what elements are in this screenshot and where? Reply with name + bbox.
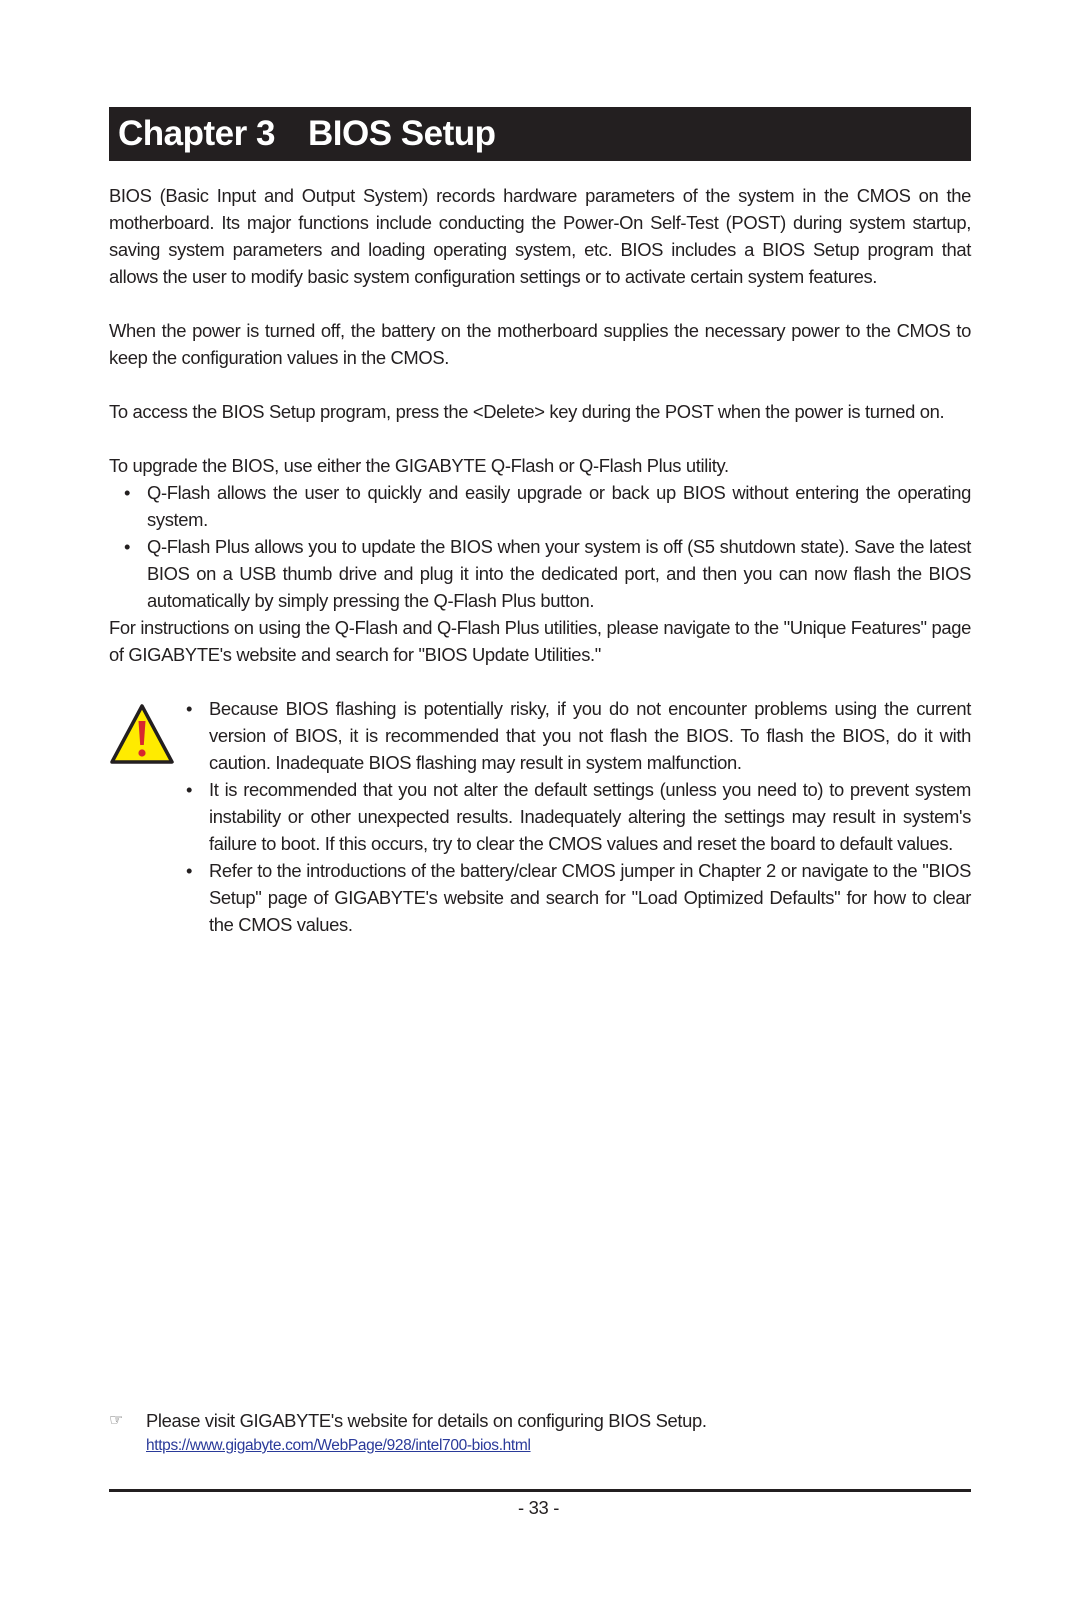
upgrade-bullet-list	[109, 479, 971, 614]
footer-divider	[109, 1489, 971, 1492]
note-block	[109, 1407, 971, 1458]
note-text: Please visit GIGABYTE's website for details on configuring BIOS Setup.	[146, 1410, 707, 1431]
instructions-paragraph: For instructions on using the Q-Flash and Q-Flash Plus utilities, please navigate to the "Unique Features" page of GIGABYTE's website and search for "BIOS Update Utilities."	[109, 617, 971, 665]
list-item: • Q-Flash allows the user to quickly and easily upgrade or back up BIOS without entering the operating system.	[109, 479, 971, 533]
list-item: • Refer to the introductions of the battery/clear CMOS jumper in Chapter 2 or navigate to the "BIOS Setup" page of GIGABYTE's website and search for "Load Optimized Defaults" for how to clear the CMOS values.	[184, 857, 971, 938]
warning-bullet-list	[184, 695, 971, 938]
pointing-hand-icon: ☞	[109, 1412, 123, 1429]
chapter-number: Chapter 3	[118, 114, 275, 153]
chapter-title: BIOS Setup	[308, 114, 496, 153]
warning-triangle-icon	[109, 703, 175, 765]
list-item: • Q-Flash Plus allows you to update the BIOS when your system is off (S5 shutdown state). Save the latest BIOS on a USB thumb drive and plug it into the dedicated port, and then you can now flash the BIOS automatically by simply pressing the Q-Flash Plus button.	[109, 533, 971, 614]
battery-paragraph: When the power is turned off, the battery on the motherboard supplies the necessary power to the CMOS to keep the configuration values in the CMOS.	[109, 320, 971, 368]
chapter-heading	[109, 107, 971, 161]
list-item: • Because BIOS flashing is potentially risky, if you do not encounter problems using the current version of BIOS, it is recommended that you not flash the BIOS. To flash the BIOS, do it with caution. Inadequate BIOS flashing may result in system malfunction.	[184, 695, 971, 776]
warning-block	[109, 695, 971, 938]
page-content	[109, 107, 971, 938]
page-number: - 33 -	[517, 1497, 560, 1518]
bios-setup-link[interactable]: https://www.gigabyte.com/WebPage/928/intel700-bios.html	[146, 1437, 531, 1454]
list-item: • It is recommended that you not alter the default settings (unless you need to) to prevent system instability or other unexpected results. Inadequately altering the settings may result in system's failure to boot. If this occurs, try to clear the CMOS values and reset the board to default values.	[184, 776, 971, 857]
access-paragraph: To access the BIOS Setup program, press the <Delete> key during the POST when the power is turned on.	[109, 401, 945, 422]
intro-paragraph: BIOS (Basic Input and Output System) records hardware parameters of the system in the CMOS on the motherboard. Its major functions include conducting the Power-On Self-Test (POST) during system startup, saving system parameters and loading operating system, etc. BIOS includes a BIOS Setup program that allows the user to modify basic system configuration settings or to activate certain system features.	[109, 185, 971, 287]
upgrade-paragraph: To upgrade the BIOS, use either the GIGABYTE Q-Flash or Q-Flash Plus utility.	[109, 455, 729, 476]
